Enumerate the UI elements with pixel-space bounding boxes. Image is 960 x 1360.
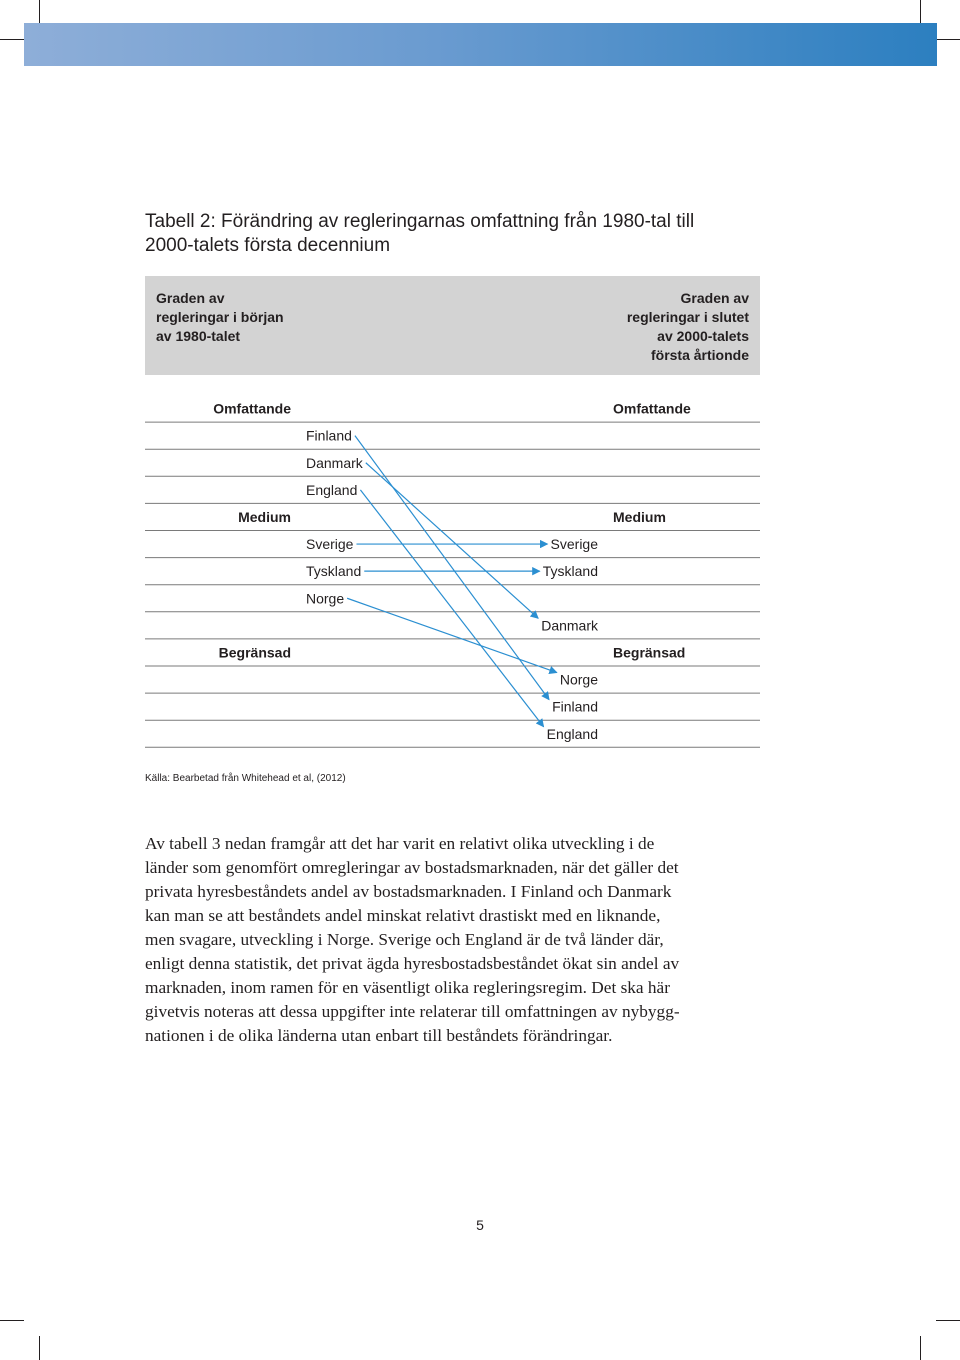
- level-label-left: Omfattande: [213, 400, 291, 417]
- arrow-norge: [347, 598, 557, 672]
- table-title-line: Tabell 2: Förändring av regleringarnas omfattning från 1980-tal till: [145, 211, 695, 232]
- country-label-right: Finland: [552, 698, 598, 715]
- country-label-right: Sverige: [550, 536, 598, 553]
- header-right-line: Graden av: [680, 290, 749, 306]
- country-label-left: Sverige: [306, 536, 354, 553]
- level-label-right: Medium: [613, 508, 666, 525]
- body-line: enligt denna statistik, det privat ägda hyresbostadsbeståndet ökat sin andel av: [145, 954, 680, 973]
- header-left-line: regleringar i början: [156, 309, 284, 325]
- country-label-right: England: [546, 725, 598, 742]
- country-label-left: Tyskland: [306, 563, 362, 580]
- body-line: men svagare, utveckling i Norge. Sverige och England är de två länder där,: [145, 930, 664, 949]
- country-label-left: Norge: [306, 590, 345, 607]
- body-line: länder som genomfört omregleringar av bostadsmarknaden, när det gäller det: [145, 858, 679, 877]
- crop-mark: [920, 1336, 921, 1360]
- level-label-right: Omfattande: [613, 400, 691, 417]
- level-label-left: Medium: [238, 508, 291, 525]
- body-paragraph: [145, 832, 760, 1048]
- crop-mark: [0, 1320, 24, 1321]
- country-label-left: Finland: [306, 427, 352, 444]
- source-note: Källa: Bearbetad från Whitehead et al, (2012): [145, 773, 346, 784]
- body-line: kan man se att beståndets andel minskat relativt drastiskt med en liknande,: [145, 906, 661, 925]
- country-label-left: Danmark: [306, 454, 363, 471]
- level-label-right: Begränsad: [613, 644, 686, 661]
- level-label-left: Begränsad: [218, 644, 291, 661]
- table-title-line: 2000-talets första decennium: [145, 235, 391, 256]
- header-left-line: Graden av: [156, 290, 225, 306]
- header-left-line: av 1980-talet: [156, 328, 241, 344]
- header-right-line: av 2000-talets: [657, 328, 749, 344]
- body-line: givetvis noteras att dessa uppgifter inte relaterar till omfattningen av nybygg-: [145, 1002, 680, 1021]
- body-line: marknaden, inom ramen för en väsentligt olika regleringsregim. Det ska här: [145, 978, 670, 997]
- country-label-right: Tyskland: [542, 563, 598, 580]
- header-right-line: regleringar i slutet: [626, 309, 749, 325]
- header-right-line: första årtionde: [650, 347, 749, 363]
- body-line: Av tabell 3 nedan framgår att det har varit en relativt olika utveckling i de: [145, 834, 655, 853]
- arrow-england: [360, 490, 543, 727]
- body-line: privata hyresbeståndets andel av bostadsmarknaden. I Finland och Danmark: [145, 882, 672, 901]
- country-label-left: England: [306, 481, 358, 498]
- country-label-right: Norge: [559, 671, 598, 688]
- crop-mark: [39, 1336, 40, 1360]
- page-number: 5: [476, 1217, 484, 1233]
- body-line: nationen i de olika länderna utan enbart till beståndets förändringar.: [145, 1026, 613, 1045]
- crop-mark: [936, 1320, 960, 1321]
- country-label-right: Danmark: [541, 617, 598, 634]
- arrow-danmark: [366, 463, 538, 619]
